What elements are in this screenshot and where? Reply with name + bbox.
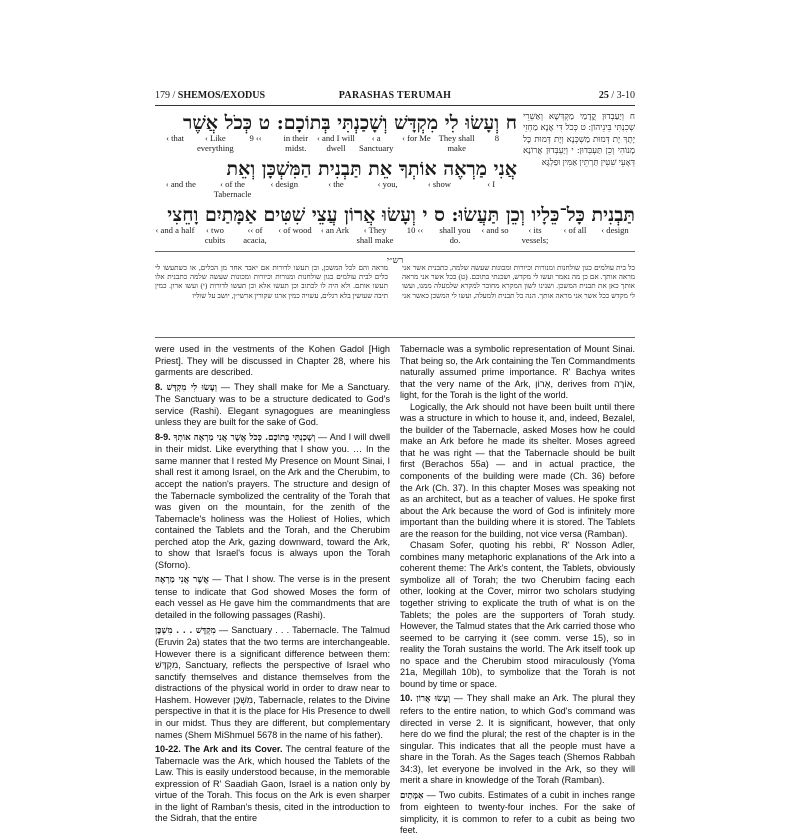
gloss-word: ‹ design [601, 225, 629, 235]
gloss-word: ‹ of the Tabernacle [213, 179, 252, 199]
gloss-word: They shall make [438, 133, 475, 153]
gloss-word: ‹ that [166, 133, 185, 143]
gloss-line-3 [155, 226, 635, 248]
commentary-lead: 8-9. [155, 431, 174, 442]
gloss-word: ‹ and a half [155, 225, 195, 235]
commentary-text: — Two cubits. Estimates of a cubit in inches range from eighteen to twenty-four inches. For the sake of simplicity, it is common to refer to a cubit as being two feet. [400, 789, 635, 836]
gloss-word: ‹ design [270, 179, 298, 189]
commentary-text: The central feature of the Tabernacle was the Ark, which housed the Tablets of the Law. This is easily understood because, in the memorable expression of R' Saadiah Gaon, Israel is a nation only by virtue of the Torah. This focus on the Ark is even sharper in the light of Ramban's thesis, cited in the introduction to the Sidrah, that the entire [155, 744, 390, 824]
gloss-word: ‹ a Sanctuary [359, 133, 394, 153]
commentary-text: Logically, the Ark should not have been built until there was a structure in which to house it, and, indeed, Bezalel, the builder of the Tabernacle, asked Moses how he could make an Ark before he made its shelter. Moses agreed that he was right — that the Tabernacle should be built first (Berachos 55a) — and in actual practice, the components of the building were made (Ch. 36) before the Ark (Ch. 37). In this chapter Moses was speaking not as an architect, but as a teacher of values. He spoke first about the Ark because the word of God is infinitely more important than the building where it is stored. The Tablets are the reason for the building, not vice versa (Ramban). [400, 401, 635, 539]
book-name: SHEMOS/EXODUS [177, 90, 266, 101]
commentary-paragraph [155, 625, 390, 741]
hebrew-lemma: וְעָשׂוּ לִי מִקְדָּשׁ [166, 382, 217, 393]
verse-line-1: ח וְעָשׂוּ לִי מִקְדָּשׁ וְשָׁכַנְתִּי בְּתוֹכָם: ט כְּכֹל אֲשֶׁר [182, 112, 517, 134]
gloss-word: ‹ Like everything [196, 133, 234, 153]
commentary-lead: 10-22. The Ark and its Cover. [155, 744, 283, 755]
gloss-word: ‹ for Me [402, 133, 431, 143]
commentary-right-column [400, 344, 635, 837]
gloss-word: shall you do. [439, 225, 471, 245]
commentary-paragraph [155, 432, 390, 572]
commentary-paragraph [400, 693, 635, 786]
gloss-word: ‹ show [427, 179, 451, 189]
commentary-paragraph [155, 344, 390, 379]
commentary-text: Tabernacle was a symbolic representation of Mount Sinai. That being so, the Ark containing the Ten Commandments naturally assumed prime importance. R' Bachya writes that the very name of the Ark, אָרוֹן, derives from אוֹרָה, light, for the Torah is the light of the world. [400, 344, 635, 401]
commentary-lead: 8. [155, 381, 167, 392]
hebrew-lemma: אֲשֶׁר אֲנִי מַרְאֶה [155, 575, 209, 586]
targum-onkelos: ח וְיַעַבְדוּן קֳדָמַי מַקְדְּשָׁא וְאַשְׁרֵי שְׁכִנְתִּי בֵּינֵיהוֹן: ט כְּכֹל דִּי אֲנָא מַחְזֵי יָתָךְ יָת דְּמוּת מַשְׁכְּנָא וְיָת דְּמוּת כָּל מָנוֹהִי וְכֵן תַּעְבְּדוּן: י וְיַעְבְּדוּן אֲרוֹנָא דְּאָעֵי שִׁטִּין תַּרְתֵּין אַמִּין וּפַלְגָּא [523, 111, 635, 167]
commentary-text: Chasam Sofer, quoting his rebbi, R' Nosson Adler, combines many metaphoric explanations of the Ark into a coherent theme: The Ark's content, the Tablets, obviously symbolize all of Torah; the two Cherubim facing each other, looking at the Cover, mirror two scholars studying together striving to explicate the truth of what is on the Tablets; the poles are the supporters of Torah study. However, the Talmud states that the Ark carried those who seemed to be carrying it (see comm. verse 15), so in reality the Torah sustains the world. The Ark itself took up no space and the Cherubim stood miraculously (Yoma 21a, Megillah 10b), to symbolize that the Torah is not bound by time or space. [400, 540, 635, 689]
gloss-word: ‹ its vessels; [521, 225, 549, 245]
commentary-text: — And I will dwell in their midst. Like everything that I show you. … In the same manner that I rested My Presence on Mount Sinai, I shall rest it among Israel, on the Ark and the Cherubim, to accept the nation's prayers. The structure and design of the Tabernacle symbolized the centrality of the Torah that was given on the mountain, for the zenith of the Tabernacle's holiness was the Holiest of Holies, which contained the Tablets and the Torah, and the Cherubim perched atop the Ark, gazing downward, toward the Ark, to show that Israel's focus is always upon the Torah (Sforno). [155, 431, 390, 570]
gloss-word: ‹ I [487, 179, 496, 189]
hebrew-lemma: וְעָשׂוּ אֲרוֹן [416, 694, 451, 705]
commentary-lead: 10. [400, 693, 417, 704]
verse-line-2: אֲנִי מַרְאֶה אוֹתְךָ אֵת תַּבְנִית הַמִּשְׁכָּן וְאֵת [226, 158, 517, 180]
commentary-paragraph [400, 790, 635, 837]
gloss-word: ‹ They shall make [356, 225, 394, 245]
commentary-rule [155, 337, 635, 338]
running-header [155, 90, 635, 104]
commentary-paragraph [400, 402, 635, 541]
gloss-word: ‹ the [328, 179, 344, 189]
gloss-word: 9 ‹‹ [249, 133, 262, 143]
commentary-text: were used in the vestments of the Kohen Gadol [High Priest]. They will be discussed in Chapter 28, where his garments are described. [155, 344, 390, 378]
gloss-word: ‹ of all [563, 225, 587, 235]
hebrew-lemma: מִקְדָּשׁ . . . מִשְׁכָּן [155, 625, 216, 636]
rashi-heading: רש״י [386, 255, 404, 265]
verse-range: / 3-10 [608, 90, 635, 101]
rashi-rule [155, 251, 635, 252]
hebrew-lemma: וְשָׁכַנְתִּי בְּתוֹכָם. כְּכֹל אֲשֶׁר אֲנִי מַרְאֶה אוֹתְךָ [173, 432, 316, 443]
commentary-text: — Sanctuary . . . Tabernacle. The Talmud (Eruvin 2a) states that the two terms are interchangeable. However there is a significant difference between them: מִקְדָּשׁ, Sanctuary, reflects the perspective of Israel who sanctify themselves and distance themselves from the distractions of the physical world in order to draw near to Hashem. However מִשְׁכָּן, Tabernacle, relates to the Divine perspective in that it is the place for His Presence to dwell in our midst. Thus they are different, but complementary names (Shem MiShmuel 5678 in the name of his father). [155, 624, 391, 740]
rashi-commentary: כל בית עולמים כגון שולחנות ומנורות וכיורות ומכונות שעשה שלמה, כתבנית אשר אני מראה אותך. אם כן מה נאמר ועשו לי מקדש, ושכנתי בתוכם. (ט) ככל אשר אני מראה אותך כאן את תבנית המשכן. ושנינו לשון המקרא מחובר למקרא שלמעלה ממנו, ועשו לי מקדש ככל אשר אני מראה אותך. הנה כל תבנית ולמעלה, ועשו לי המשכן כאשר אני מראה והם לכל המשכן, וכן תעשו לדורות אם יאבד אחד מן הכלים, או כשתעשו לי כלים לבית עולמים כגון שולחנות ומנורות וכיורות ומכונות שעשה שלמה כתבנית אלו תעשו אותם. ולא היה לו לכתוב וכן תעשו אלא וכן תעשו לדורות (י) ועשו ארון. כמין תיבה שעושין בלא רגלים, עשויה כמין ארגז שקורין ארשי״ן, יושב על שוליו [155, 264, 635, 300]
gloss-word: ‹‹ of acacia, [243, 225, 267, 245]
gloss-word: ‹ two cubits [204, 225, 226, 245]
hebrew-lemma: אַמָּתַיִם [400, 790, 424, 801]
commentary-text: — They shall make for Me a Sanctuary. The Sanctuary was to be a structure dedicated to God's service (Rashi). Elegant synagogues are meaningless unless they are built for the sake of God. [155, 381, 390, 428]
commentary-paragraph [155, 744, 390, 825]
commentary-left-column [155, 344, 390, 825]
commentary-paragraph [155, 574, 390, 621]
gloss-word: 10 ‹‹ [406, 225, 424, 235]
verse-reference [599, 90, 635, 101]
verse-line-3: תַּבְנִית כָּל־כֵּלָיו וְכֵן תַּעֲשׂוּ: ס י וְעָשׂוּ אֲרוֹן עֲצֵי שִׁטִּים אַמָּתַיִם וָחֵצִי [167, 204, 635, 226]
gloss-word: 8 [494, 133, 500, 143]
gloss-word: ‹ an Ark [320, 225, 350, 235]
gloss-word: ‹ and so [481, 225, 509, 235]
gloss-word: ‹ and I will dwell [317, 133, 355, 153]
gloss-word: ‹ and the [165, 179, 196, 189]
gloss-line-2 [155, 180, 517, 202]
commentary-text: — That I show. The verse is in the present tense to indicate that God showed Moses the form of each vessel as He gave him the commandments that are detailed in the following passages (Rashi). [155, 574, 390, 621]
header-rule [155, 105, 635, 106]
parasha-title: PARASHAS TERUMAH [338, 90, 452, 101]
gloss-word: ‹ you, [377, 179, 398, 189]
gloss-word: in their midst. [283, 133, 309, 153]
commentary-paragraph [400, 540, 635, 690]
chapter-number: 25 [598, 90, 609, 101]
page-number: 179 / [155, 90, 178, 101]
commentary-paragraph [155, 382, 390, 429]
gloss-word: ‹ of wood [278, 225, 312, 235]
gloss-line-1 [155, 134, 517, 156]
commentary-text: — They shall make an Ark. The plural they refers to the entire nation, to which God's command was directed in verse 2. It is significant, however, that only here do we find the plural; the rest of the chapter is in the singular. This indicates that all the people must have a share in the Torah. As the Sages teach (Shemos Rabbah 34:3), let everyone be involved in the Ark, so they will merit a share in knowledge of the Torah (Ramban). [400, 693, 636, 786]
commentary-paragraph [400, 344, 635, 402]
